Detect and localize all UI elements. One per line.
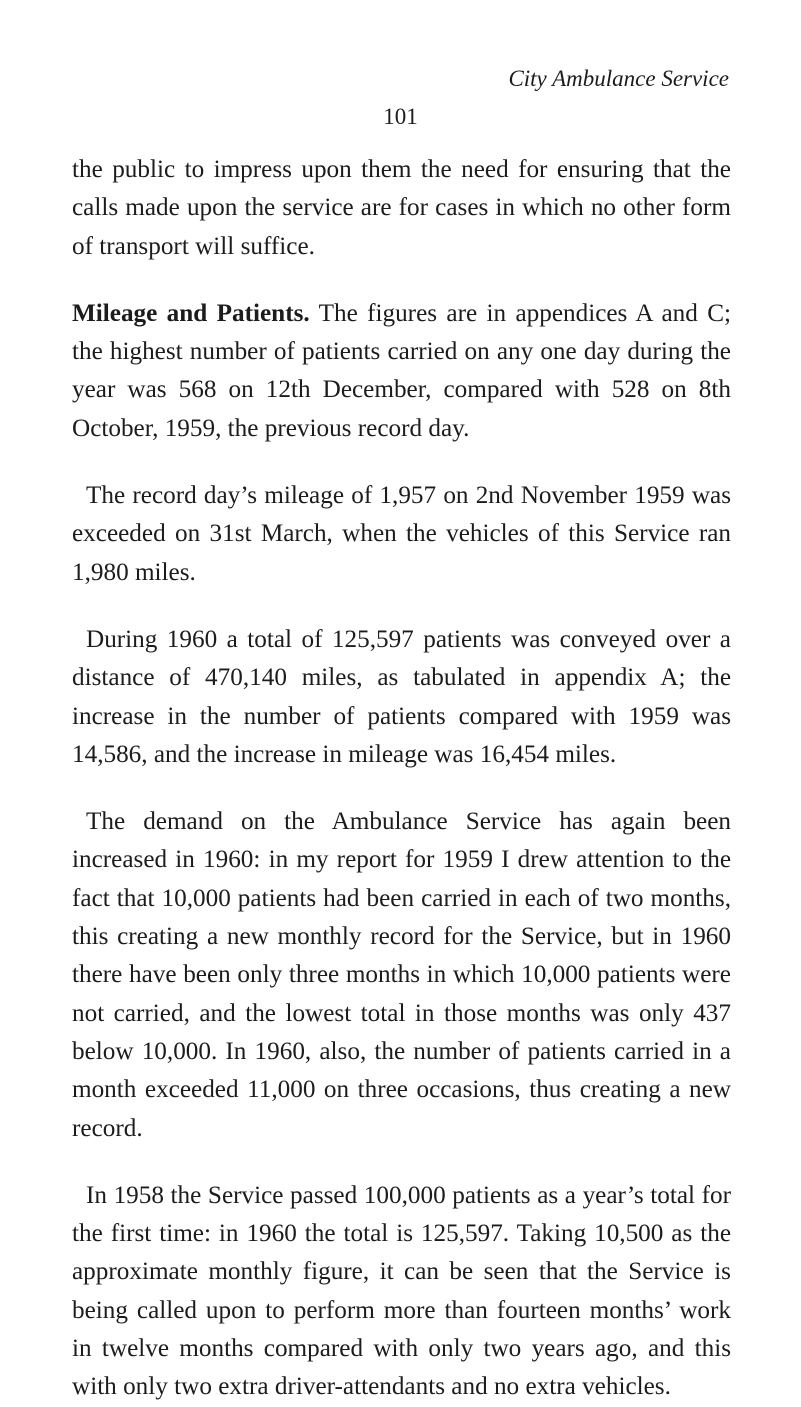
section-heading: Mileage and Patients. — [72, 299, 310, 327]
paragraph-1: the public to impress upon them the need for ensuring that the calls made upon the service are for cases in which no other form of transport will suffice. — [72, 156, 731, 260]
paragraph-3: The record day’s mileage of 1,957 on 2nd November 1959 was exceeded on 31st March, when the vehicles of this Service ran 1,980 miles. — [72, 482, 731, 586]
paragraph-2-text: The figures are in appendices A and C; the highest number of patients carried on any one day during the year was 568 on 12th December, compared with 528 on 8th October, 1959, the previous record day. — [72, 299, 731, 442]
page-number: 101 — [383, 104, 418, 129]
running-head: City Ambulance Service — [508, 66, 729, 91]
paragraph-4: During 1960 a total of 125,597 patients was conveyed over a distance of 470,140 miles, as tabulated in appendix A; the increase in the number of patients compared with 1959 was 14,586, and the increase in mileage was 16,454 miles. — [72, 625, 731, 768]
paragraph-6: In 1958 the Service passed 100,000 patients as a year’s total for the first time: in 1960 the total is 125,597. Taking 10,500 as the approximate monthly figure, it can be seen that the Service is being called upon to perform more than fourteen months’ work in twelve months compared with only two years ago, and this with only two extra driver-attendants and no extra vehicles. — [72, 1181, 731, 1401]
body-text — [72, 151, 731, 1407]
paragraph-5: The demand on the Ambulance Service has again been increased in 1960: in my report for 1959 I drew attention to the fact that 10,000 patients had been carried in each of two months, this creating a new monthly record for the Service, but in 1960 there have been only three months in which 10,000 patients were not carried, and the lowest total in those months was only 437 below 10,000. In 1960, also, the number of patients carried in a month exceeded 11,000 on three occasions, thus creating a new record. — [72, 808, 731, 1142]
paragraph-mileage-and-patients — [72, 295, 731, 448]
